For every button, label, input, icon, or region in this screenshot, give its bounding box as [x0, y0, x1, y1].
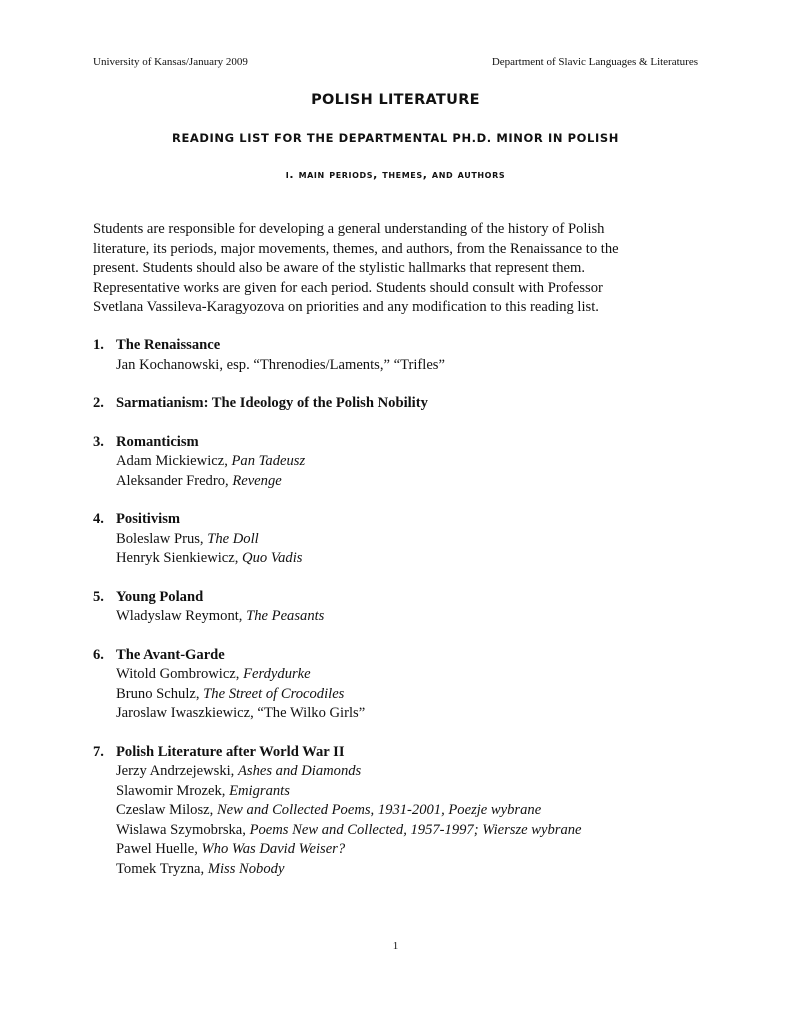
period-item [93, 510, 703, 569]
work-entry [116, 821, 703, 841]
work-title: Ferdydurke [243, 666, 311, 682]
work-entry [116, 860, 703, 880]
work-title: Quo Vadis [242, 550, 303, 566]
work-title: Ashes and Diamonds [237, 763, 362, 779]
work-entry [116, 356, 703, 376]
work-author: Jan Kochanowski, esp. “Threnodies/Laments,” “Trifles” [116, 356, 445, 373]
work-entry [116, 685, 703, 705]
period-title: Sarmatianism: The Ideology of the Polish Nobility [116, 395, 428, 411]
work-author: Boleslaw Prus, [116, 530, 208, 547]
intro-line: literature, its periods, major movements, themes, and authors, from the Renaissance to the [93, 240, 619, 257]
period-item [93, 743, 703, 880]
page-number: 1 [392, 940, 399, 952]
period-title: The Renaissance [116, 337, 221, 353]
work-author: Adam Mickiewicz, [116, 453, 232, 469]
period-number: 4. [93, 511, 104, 527]
work-author: Tomek Tryzna, [116, 860, 208, 877]
work-author: Witold Gombrowicz, [116, 666, 244, 682]
work-entry [116, 782, 703, 802]
period-item [93, 336, 703, 375]
period-title: Polish Literature after World War II [116, 743, 345, 760]
work-author: Wislawa Szymobrska, [116, 821, 250, 838]
work-author: Bruno Schulz, [116, 685, 204, 702]
header-right: Department of Slavic Languages & Literatures [491, 56, 698, 68]
period-number: 6. [93, 646, 104, 663]
work-title: Pan Tadeusz [231, 453, 306, 469]
work-title: Poems New and Collected, 1957-1997; Wiersze wybrane [249, 821, 582, 838]
work-title: New and Collected Poems, 1931-2001, Poezje wybrane [216, 802, 542, 818]
period-title: Positivism [116, 511, 181, 527]
period-title: Romanticism [116, 433, 199, 450]
work-entry [116, 530, 703, 550]
work-entry [116, 762, 703, 782]
intro-line: Students are responsible for developing a general understanding of the history of Polish [93, 221, 605, 237]
period-item [93, 646, 703, 724]
work-entry [116, 801, 703, 821]
work-entry [116, 704, 703, 724]
work-entry [116, 665, 703, 685]
work-author: Wladyslaw Reymont, [116, 608, 247, 624]
work-title: The Peasants [246, 608, 325, 624]
work-entry [116, 607, 703, 627]
period-item [93, 588, 703, 627]
period-title: Young Poland [116, 588, 204, 605]
work-author: Aleksander Fredro, [116, 472, 233, 489]
work-entry [116, 549, 703, 569]
work-title: Miss Nobody [207, 860, 285, 877]
period-item [93, 394, 703, 414]
work-title: The Doll [207, 530, 259, 547]
period-title: The Avant-Garde [116, 646, 225, 663]
work-entry [116, 840, 703, 860]
period-number: 7. [93, 743, 104, 760]
intro-line: present. Students should also be aware of the stylistic hallmarks that represent them. [93, 260, 586, 276]
document-subtitle: READING LIST FOR THE DEPARTMENTAL PH.D. MINOR IN POLISH [172, 131, 619, 145]
work-entry [116, 452, 703, 472]
work-author: Jerzy Andrzejewski, [116, 763, 238, 779]
work-author: Pawel Huelle, [116, 841, 202, 857]
section-title: i. main periods, themes, and authors [285, 168, 506, 181]
document-title: POLISH LITERATURE [311, 92, 480, 108]
work-author: Henryk Sienkiewicz, [116, 550, 243, 566]
period-item [93, 433, 703, 492]
work-title: Who Was David Weiser? [201, 841, 346, 857]
work-title: The Street of Crocodiles [203, 685, 345, 702]
header-left: University of Kansas/January 2009 [93, 56, 248, 68]
intro-line: Svetlana Vassileva-Karagyozova on priorities and any modification to this reading list. [93, 299, 599, 315]
work-author: Slawomir Mrozek, [116, 782, 230, 799]
period-number: 3. [93, 433, 104, 450]
work-title: Revenge [232, 472, 282, 489]
work-entry [116, 472, 703, 492]
intro-line: Representative works are given for each period. Students should consult with Professor [93, 279, 603, 296]
period-number: 1. [93, 337, 104, 353]
work-author: Jaroslaw Iwaszkiewicz, “The Wilko Girls” [116, 705, 366, 721]
intro-paragraph [93, 220, 683, 318]
work-author: Czeslaw Milosz, [116, 802, 217, 818]
work-title: Emigrants [229, 782, 290, 799]
periods-list [93, 336, 703, 898]
period-number: 2. [93, 395, 104, 411]
period-number: 5. [93, 588, 104, 605]
page-header [93, 56, 698, 68]
